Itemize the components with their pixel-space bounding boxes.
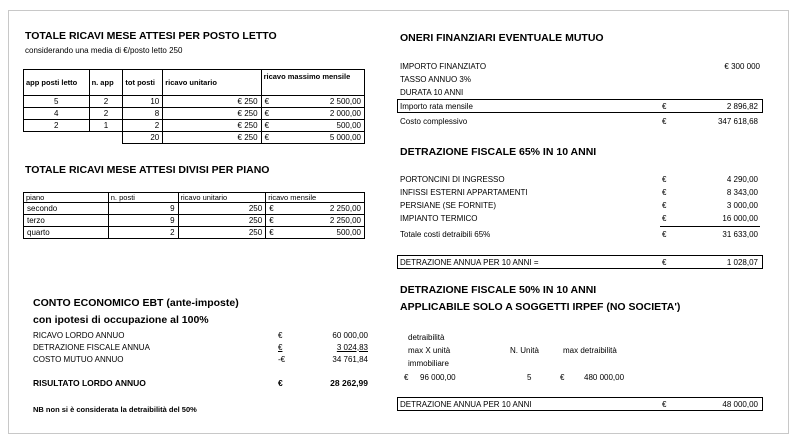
col-header: n. app	[89, 70, 123, 96]
d50-v1-currency: €	[404, 373, 409, 382]
cell: secondo	[24, 203, 109, 215]
d65-annua-label: DETRAZIONE ANNUA PER 10 ANNI =	[400, 257, 539, 267]
cell: 500,00	[272, 120, 364, 132]
d65-item-value: 16 000,00	[722, 213, 758, 223]
ce-currency: €	[278, 330, 283, 340]
d50-v3-currency: €	[560, 373, 565, 382]
cell: 2	[89, 108, 123, 120]
d50-annua-value: 48 000,00	[722, 399, 758, 409]
ce-line	[33, 341, 368, 353]
cell: 5	[24, 96, 90, 108]
d65-item	[400, 173, 760, 185]
d50-col1-l3: immobiliare	[408, 359, 449, 368]
d65-item-label: PERSIANE (SE FORNITE)	[400, 200, 497, 210]
d65-item	[400, 186, 760, 198]
ce-result-currency: €	[278, 378, 283, 388]
ce-label: DETRAZIONE FISCALE ANNUA	[33, 342, 150, 352]
col-header: n. posti	[108, 193, 178, 203]
cell: € 250	[163, 108, 261, 120]
d65-item-value: 3 000,00	[726, 200, 758, 210]
cell: € 250	[163, 96, 261, 108]
cell: €	[266, 215, 278, 227]
cell: 2 250,00	[278, 203, 365, 215]
costo-value: 347 618,68	[717, 116, 758, 126]
cell: 8	[123, 108, 163, 120]
cell: 250	[178, 215, 266, 227]
table-row	[24, 108, 365, 120]
d65-annua-currency: €	[662, 257, 667, 267]
d50-col1-l1: detraibilità	[408, 333, 445, 342]
ce-line	[33, 353, 368, 365]
table-total-row	[24, 132, 365, 144]
d65-item	[400, 212, 760, 224]
col-header: tot posti	[123, 70, 163, 96]
ce-result-value: 28 262,99	[330, 378, 368, 388]
col-header: piano	[24, 193, 109, 203]
cell: €	[261, 120, 272, 132]
d65-item-label: IMPIANTO TERMICO	[400, 213, 478, 223]
col-header: ricavo unitario	[178, 193, 266, 203]
table-row	[24, 96, 365, 108]
table-ricavi-posto-letto	[23, 69, 365, 144]
ce-value: 34 761,84	[332, 354, 368, 364]
d65-annua-value: 1 028,07	[726, 257, 758, 267]
cell: quarto	[24, 227, 109, 239]
d50-subtitle: APPLICABILE SOLO A SOGGETTI IRPEF (NO SOCIETA')	[400, 301, 681, 313]
cell: 2	[24, 120, 90, 132]
d65-sum-line	[660, 226, 760, 227]
ce-result	[33, 377, 368, 389]
cell: €	[261, 96, 272, 108]
costo-label: Costo complessivo	[400, 116, 468, 126]
t2-title: TOTALE RICAVI MESE ATTESI DIVISI PER PIANO	[25, 164, 270, 176]
cell: €	[266, 203, 278, 215]
d65-item	[400, 199, 760, 211]
d65-annua	[400, 256, 760, 268]
d50-annua-currency: €	[662, 399, 667, 409]
ce-currency: -€	[278, 354, 286, 364]
cell: € 250	[163, 120, 261, 132]
cell: 250	[178, 227, 266, 239]
cell: 2	[89, 96, 123, 108]
mutuo-costo	[400, 115, 760, 127]
d65-item-value: 8 343,00	[726, 187, 758, 197]
cell: 250	[178, 203, 266, 215]
d50-annua	[400, 398, 760, 410]
costo-currency: €	[662, 116, 667, 126]
table-row	[24, 203, 365, 215]
ce-subtitle: con ipotesi di occupazione al 100%	[33, 314, 209, 326]
col-header: ricavo unitario	[163, 70, 261, 96]
cell: 2	[123, 120, 163, 132]
ce-title: CONTO ECONOMICO EBT (ante-imposte)	[33, 297, 239, 309]
rata-currency: €	[662, 101, 667, 111]
mutuo-durata: DURATA 10 ANNI	[400, 87, 464, 97]
cell: 9	[108, 203, 178, 215]
cell: 2 500,00	[272, 96, 364, 108]
cell: €	[261, 132, 272, 144]
mutuo-rata	[400, 100, 760, 112]
d65-total-label: Totale costi detraibili 65%	[400, 229, 491, 239]
cell: 1	[89, 120, 123, 132]
ce-label: COSTO MUTUO ANNUO	[33, 354, 124, 364]
ce-value: 60 000,00	[332, 330, 368, 340]
col-header: app posti letto	[24, 70, 90, 96]
cell: 20	[123, 132, 163, 144]
t1-subtitle: considerando una media di €/posto letto 250	[25, 46, 183, 55]
d65-title: DETRAZIONE FISCALE 65% IN 10 ANNI	[400, 146, 597, 158]
table-row	[24, 227, 365, 239]
cell: 9	[108, 215, 178, 227]
d50-v2: 5	[527, 373, 532, 382]
cell: €	[261, 108, 272, 120]
d65-item-currency: €	[662, 213, 667, 223]
cell: 2 250,00	[278, 215, 365, 227]
mutuo-importo-label: IMPORTO FINANZIATO	[400, 61, 487, 71]
cell: 10	[123, 96, 163, 108]
d50-annua-label: DETRAZIONE ANNUA PER 10 ANNI	[400, 399, 532, 409]
cell: 2 000,00	[272, 108, 364, 120]
d65-item-label: INFISSI ESTERNI APPARTAMENTI	[400, 187, 528, 197]
d50-title: DETRAZIONE FISCALE 50% IN 10 ANNI	[400, 284, 597, 296]
mutuo-importo	[400, 60, 760, 72]
d50-col3: max detraibilità	[563, 346, 617, 355]
mutuo-importo-value: € 300 000	[724, 61, 760, 71]
ce-result-label: RISULTATO LORDO ANNUO	[33, 378, 146, 388]
table-row	[24, 215, 365, 227]
table-ricavi-piano	[23, 192, 365, 239]
t1-title: TOTALE RICAVI MESE ATTESI PER POSTO LETTO	[25, 30, 277, 42]
cell: €	[266, 227, 278, 239]
d65-item-currency: €	[662, 174, 667, 184]
col-header: ricavo mensile	[266, 193, 365, 203]
cell: € 250	[163, 132, 261, 144]
mutuo-title: ONERI FINANZIARI EVENTUALE MUTUO	[400, 32, 604, 44]
d65-item-value: 4 290,00	[726, 174, 758, 184]
d65-total	[400, 228, 760, 240]
ce-line	[33, 329, 368, 341]
ce-value: 3 024,83	[336, 342, 368, 352]
ce-note: NB non si è considerata la detraibilità del 50%	[33, 405, 197, 414]
cell: 4	[24, 108, 90, 120]
d50-v1: 96 000,00	[420, 373, 456, 382]
ce-currency: €	[278, 342, 283, 352]
rata-label: Importo rata mensile	[400, 101, 473, 111]
d50-v3: 480 000,00	[584, 373, 625, 382]
d65-total-value: 31 633,00	[722, 229, 758, 239]
ce-label: RICAVO LORDO ANNUO	[33, 330, 125, 340]
cell: 2	[108, 227, 178, 239]
cell: terzo	[24, 215, 109, 227]
d50-col1-l2: max X unità	[408, 346, 451, 355]
rata-value: 2 896,82	[726, 101, 758, 111]
col-header: ricavo massimo mensile	[261, 70, 364, 96]
d65-item-currency: €	[662, 187, 667, 197]
cell: 5 000,00	[272, 132, 364, 144]
cell: 500,00	[278, 227, 365, 239]
d50-col2: N. Unità	[510, 346, 539, 355]
mutuo-tasso: TASSO ANNUO 3%	[400, 74, 471, 84]
d65-item-currency: €	[662, 200, 667, 210]
table-row	[24, 120, 365, 132]
d65-total-currency: €	[662, 229, 667, 239]
d65-item-label: PORTONCINI DI INGRESSO	[400, 174, 505, 184]
